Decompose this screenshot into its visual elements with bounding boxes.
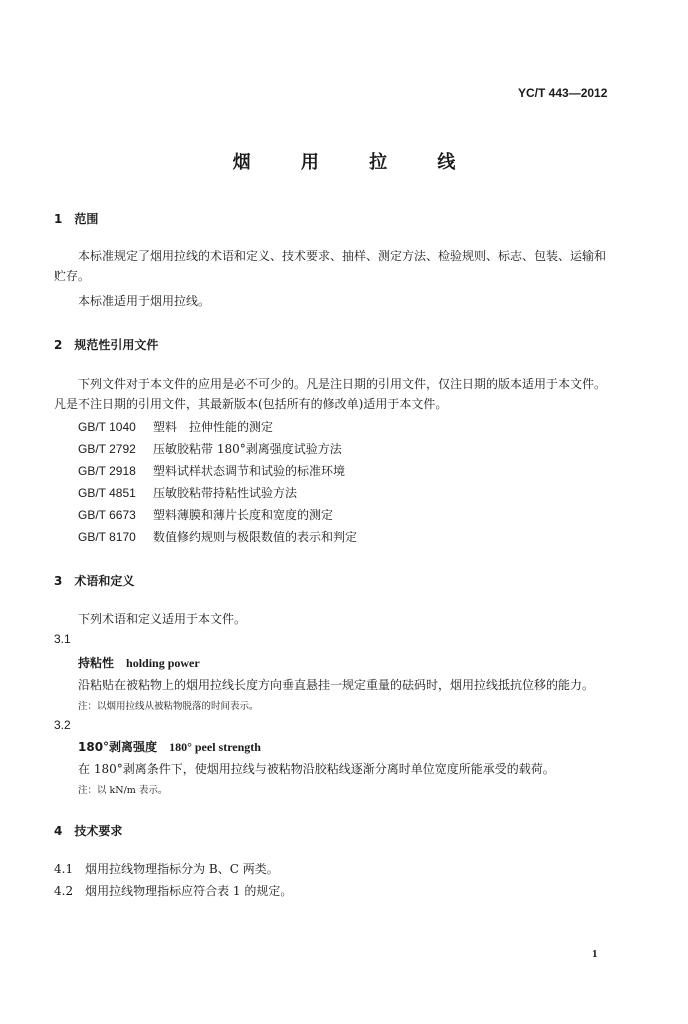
section-2-heading: 2 规范性引用文件 — [54, 338, 159, 352]
reference-code: GB/T 4851 — [78, 486, 136, 500]
term-heading — [78, 654, 200, 671]
term-number: 3.2 — [54, 718, 71, 732]
reference-title: 塑料试样状态调节和试验的标准环境 — [153, 464, 346, 478]
reference-item — [78, 484, 297, 501]
reference-title: 塑料薄膜和薄片长度和宽度的测定 — [153, 508, 334, 522]
section-2-intro: 下列文件对于本文件的应用是必不可少的。凡是注日期的引用文件，仅注日期的版本适用于本文件。凡是不注日期的引用文件，其最新版本(包括所有的修改单)适用于本文件。 — [54, 377, 607, 411]
reference-item — [78, 418, 273, 435]
reference-title: 压敏胶粘带 180°剥离强度试验方法 — [153, 442, 342, 456]
section-1-heading: 1 范围 — [54, 212, 99, 226]
reference-code: GB/T 8170 — [78, 530, 136, 544]
reference-code: GB/T 2918 — [78, 464, 136, 478]
reference-item — [78, 440, 342, 457]
reference-title: 压敏胶粘带持粘性试验方法 — [153, 486, 298, 500]
section-1-para-1: 本标准规定了烟用拉线的术语和定义、技术要求、抽样、测定方法、检验规则、标志、包装、运输和贮存。 — [54, 249, 607, 283]
reference-title: 塑料 拉伸性能的测定 — [153, 420, 274, 434]
document-title: 烟 用 拉 线 — [232, 152, 478, 173]
term-english: 180° peel strength — [169, 740, 261, 754]
reference-title: 数值修约规则与极限数值的表示和判定 — [153, 530, 358, 544]
clause-4-2: 4.2 烟用拉线物理指标应符合表 1 的规定。 — [54, 884, 293, 898]
reference-code: GB/T 2792 — [78, 442, 136, 456]
term-definition: 在 180°剥离条件下，使烟用拉线与被粘物沿胶粘线逐渐分离时单位宽度所能承受的载荷。 — [78, 762, 555, 776]
term-heading — [78, 738, 261, 755]
reference-code: GB/T 1040 — [78, 420, 136, 434]
reference-item — [78, 506, 333, 523]
section-3-intro: 下列术语和定义适用于本文件。 — [78, 612, 247, 626]
reference-item — [78, 462, 345, 479]
section-1-para-2: 本标准适用于烟用拉线。 — [78, 294, 211, 308]
page-number: 1 — [592, 948, 598, 960]
standard-number: YC/T 443—2012 — [518, 86, 608, 100]
term-chinese: 持粘性 — [78, 656, 115, 670]
term-note: 注：以 kN/m 表示。 — [78, 785, 168, 796]
section-3-heading: 3 术语和定义 — [54, 574, 135, 588]
term-english: holding power — [126, 656, 200, 670]
term-note: 注：以烟用拉线从被粘物脱落的时间表示。 — [78, 701, 259, 712]
section-4-heading: 4 技术要求 — [54, 824, 123, 838]
reference-code: GB/T 6673 — [78, 508, 136, 522]
clause-4-1: 4.1 烟用拉线物理指标分为 B、C 两类。 — [54, 862, 279, 876]
reference-item — [78, 528, 357, 545]
term-chinese: 180°剥离强度 — [78, 740, 158, 754]
term-number: 3.1 — [54, 632, 71, 646]
term-definition: 沿粘贴在被粘物上的烟用拉线长度方向垂直悬挂一规定重量的砝码时，烟用拉线抵抗位移的能力。 — [78, 678, 595, 692]
